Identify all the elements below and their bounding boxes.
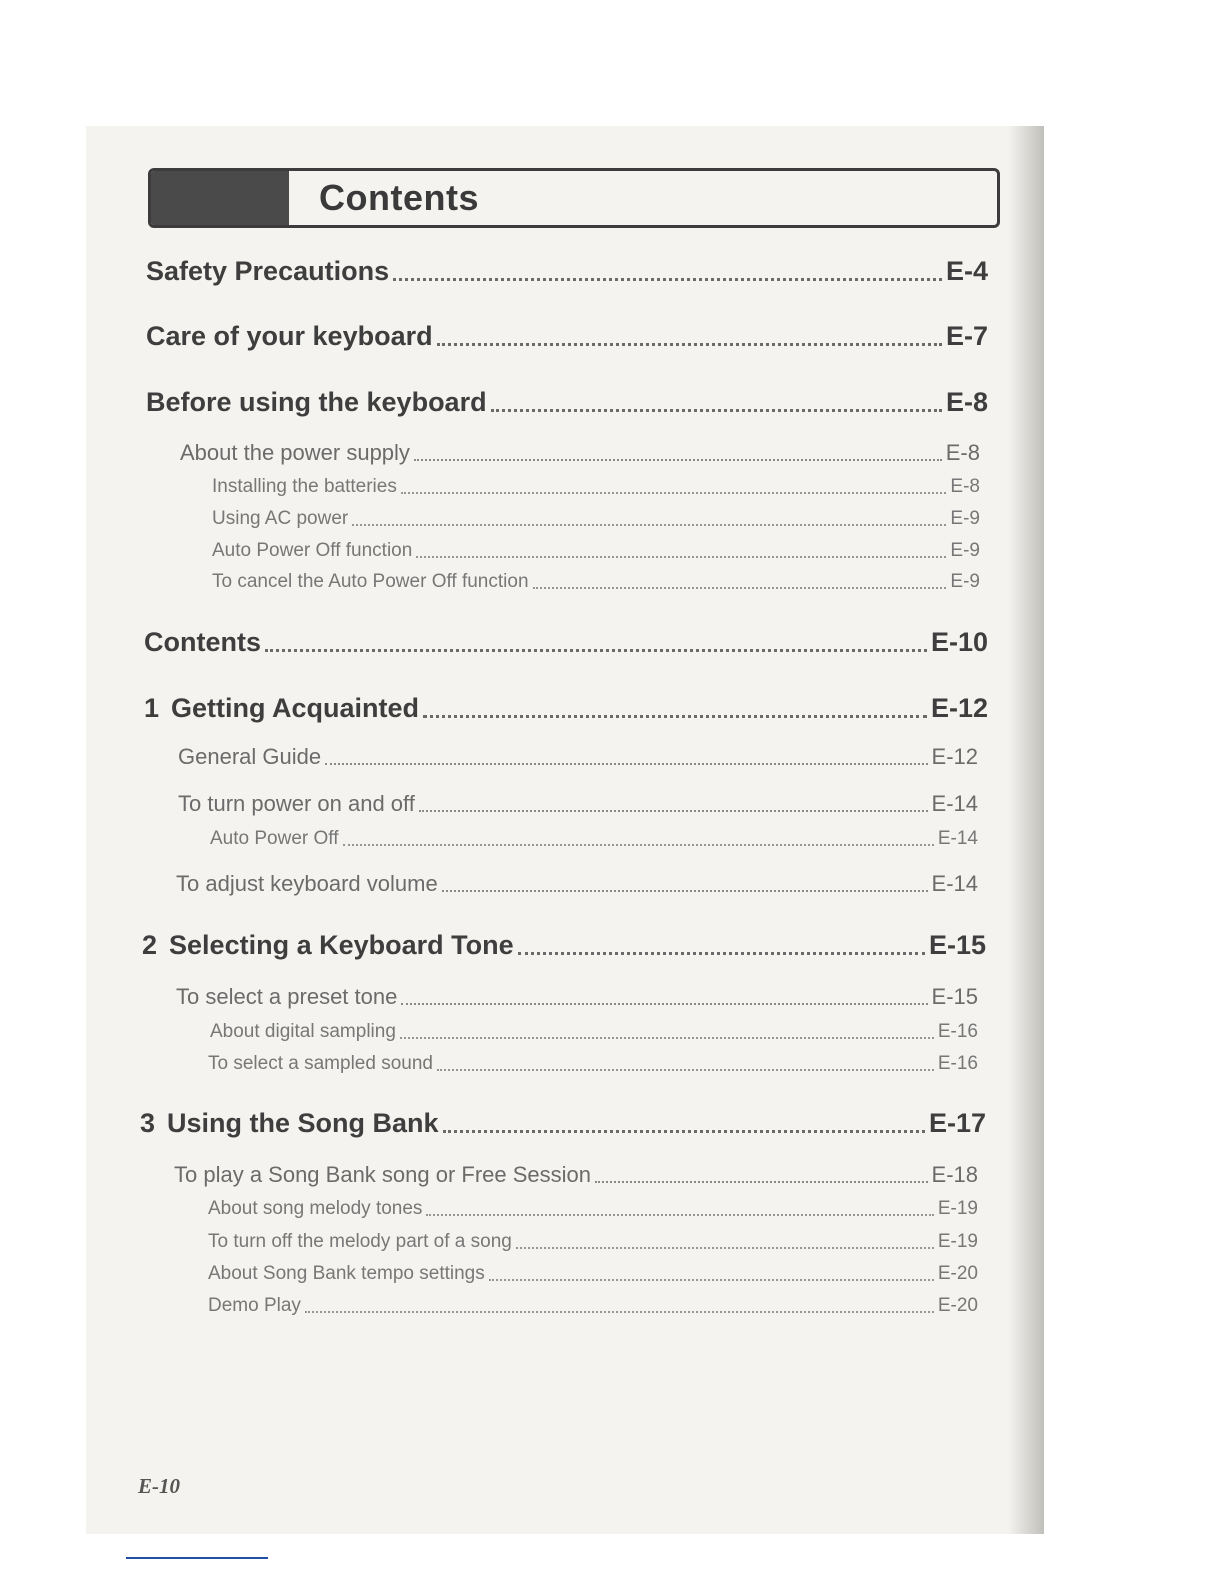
toc-entry-label: General Guide bbox=[178, 744, 322, 769]
dot-leader bbox=[416, 556, 946, 558]
dot-leader bbox=[352, 524, 946, 526]
toc-entry-turn-power-on-off[interactable] bbox=[178, 791, 978, 817]
toc-entry-label: Installing the batteries bbox=[212, 476, 397, 497]
toc-entry-page: E-18 bbox=[931, 1162, 978, 1187]
toc-entry-label: Safety Precautions bbox=[146, 256, 390, 286]
toc-entry-select-preset-tone[interactable] bbox=[176, 984, 978, 1010]
toc-entry-care-of-keyboard[interactable] bbox=[146, 321, 988, 352]
dot-leader bbox=[419, 810, 928, 812]
toc-entry-label: About Song Bank tempo settings bbox=[208, 1263, 485, 1284]
toc-entry-page: E-8 bbox=[945, 387, 988, 417]
toc-entry-label: Using the Song Bank bbox=[167, 1108, 439, 1138]
toc-entry-page: E-9 bbox=[950, 540, 980, 561]
dot-leader bbox=[325, 763, 927, 765]
toc-entry-adjust-volume[interactable] bbox=[176, 871, 978, 897]
toc-entry-contents[interactable] bbox=[144, 627, 988, 658]
toc-entry-label: To select a sampled sound bbox=[208, 1053, 433, 1074]
dot-leader bbox=[595, 1181, 927, 1183]
toc-entry-page: E-9 bbox=[950, 508, 980, 529]
dot-leader bbox=[518, 952, 925, 955]
toc-entry-auto-power-off[interactable] bbox=[210, 828, 978, 850]
toc-entry-page: E-8 bbox=[950, 476, 980, 497]
toc-entry-label: To turn off the melody part of a song bbox=[208, 1231, 512, 1252]
toc-entry-play-song-bank[interactable] bbox=[174, 1162, 978, 1188]
toc-entry-label: About digital sampling bbox=[210, 1021, 396, 1042]
toc-entry-before-using[interactable] bbox=[146, 387, 988, 418]
toc-entry-page: E-9 bbox=[950, 571, 980, 592]
toc-entry-page: E-15 bbox=[931, 984, 978, 1009]
toc-entry-page: E-8 bbox=[945, 440, 980, 465]
chapter-number: 1 bbox=[144, 693, 160, 723]
dot-leader bbox=[423, 715, 927, 718]
toc-entry-page: E-20 bbox=[937, 1263, 978, 1284]
bottom-rule bbox=[126, 1557, 268, 1559]
toc-entry-selecting-tone[interactable] bbox=[142, 930, 986, 961]
dot-leader bbox=[400, 1037, 934, 1039]
page-number: E-10 bbox=[138, 1474, 180, 1498]
toc-entry-song-melody-tones[interactable] bbox=[208, 1198, 978, 1220]
toc-entry-label: Getting Acquainted bbox=[171, 693, 420, 723]
toc-entry-label: About song melody tones bbox=[208, 1198, 423, 1219]
dot-leader bbox=[305, 1311, 934, 1313]
dot-leader bbox=[401, 492, 947, 494]
toc-entry-label: Auto Power Off bbox=[210, 828, 339, 849]
toc-entry-digital-sampling[interactable] bbox=[210, 1021, 978, 1043]
page-edge-shadow bbox=[1008, 126, 1044, 1534]
toc-entry-getting-acquainted[interactable] bbox=[144, 693, 988, 724]
toc-entry-page: E-19 bbox=[937, 1231, 978, 1252]
toc-entry-label: To play a Song Bank song or Free Session bbox=[174, 1162, 592, 1187]
toc-entry-auto-power-off-function[interactable] bbox=[212, 540, 980, 562]
dot-leader bbox=[491, 409, 942, 412]
toc-entry-label: Selecting a Keyboard Tone bbox=[169, 930, 514, 960]
toc-entry-select-sampled-sound[interactable] bbox=[208, 1053, 978, 1075]
chapter-number: 2 bbox=[142, 930, 158, 960]
page-title: Contents bbox=[319, 177, 479, 218]
toc-entry-label: Before using the keyboard bbox=[146, 387, 487, 417]
dot-leader bbox=[343, 844, 934, 846]
toc-entry-label: To adjust keyboard volume bbox=[176, 871, 438, 896]
toc-entry-page: E-12 bbox=[930, 693, 988, 723]
dot-leader bbox=[442, 890, 928, 892]
toc-entry-label: Using AC power bbox=[212, 508, 349, 529]
toc-entry-page: E-12 bbox=[931, 744, 978, 769]
toc-entry-page: E-10 bbox=[930, 627, 988, 657]
dot-leader bbox=[393, 278, 942, 281]
toc-entry-label: To turn power on and off bbox=[178, 791, 415, 816]
dot-leader bbox=[414, 459, 942, 461]
toc-entry-using-ac-power[interactable] bbox=[212, 508, 980, 530]
toc-entry-cancel-auto-power-off[interactable] bbox=[212, 571, 980, 593]
toc-entry-song-bank[interactable] bbox=[140, 1108, 986, 1139]
toc-entry-label: About the power supply bbox=[180, 440, 410, 465]
toc-entry-turn-off-melody[interactable] bbox=[208, 1231, 978, 1253]
dot-leader bbox=[516, 1247, 934, 1249]
toc-entry-label: Care of your keyboard bbox=[146, 321, 433, 351]
dot-leader bbox=[426, 1214, 933, 1216]
toc-entry-page: E-15 bbox=[928, 930, 986, 960]
toc-entry-label: To cancel the Auto Power Off function bbox=[212, 571, 529, 592]
toc-entry-demo-play[interactable] bbox=[208, 1295, 978, 1317]
toc-entry-page: E-16 bbox=[937, 1053, 978, 1074]
dot-leader bbox=[489, 1279, 934, 1281]
toc-entry-page: E-20 bbox=[937, 1295, 978, 1316]
toc-entry-page: E-4 bbox=[945, 256, 988, 286]
toc-entry-page: E-14 bbox=[931, 791, 978, 816]
header-dark-block bbox=[151, 171, 289, 225]
toc-entry-label: Demo Play bbox=[208, 1295, 301, 1316]
dot-leader bbox=[437, 343, 942, 346]
toc-entry-installing-batteries[interactable] bbox=[212, 476, 980, 498]
toc-entry-safety-precautions[interactable] bbox=[146, 256, 988, 287]
toc-entry-page: E-14 bbox=[937, 828, 978, 849]
toc-entry-page: E-14 bbox=[931, 871, 978, 896]
dot-leader bbox=[443, 1130, 925, 1133]
toc-entry-page: E-7 bbox=[945, 321, 988, 351]
chapter-number: 3 bbox=[140, 1108, 156, 1138]
dot-leader bbox=[265, 649, 927, 652]
dot-leader bbox=[437, 1069, 934, 1071]
toc-entry-page: E-19 bbox=[937, 1198, 978, 1219]
toc-entry-label: Auto Power Off function bbox=[212, 540, 413, 561]
toc-entry-label: Contents bbox=[144, 627, 261, 657]
toc-entry-tempo-settings[interactable] bbox=[208, 1263, 978, 1285]
toc-entry-label: To select a preset tone bbox=[176, 984, 398, 1009]
scanned-page bbox=[86, 126, 1044, 1534]
contents-header bbox=[148, 168, 1000, 228]
toc-entry-page: E-16 bbox=[937, 1021, 978, 1042]
toc-entry-general-guide[interactable] bbox=[178, 744, 978, 770]
toc-entry-page: E-17 bbox=[928, 1108, 986, 1138]
dot-leader bbox=[401, 1003, 927, 1005]
toc-entry-power-supply[interactable] bbox=[180, 440, 980, 466]
dot-leader bbox=[533, 587, 947, 589]
